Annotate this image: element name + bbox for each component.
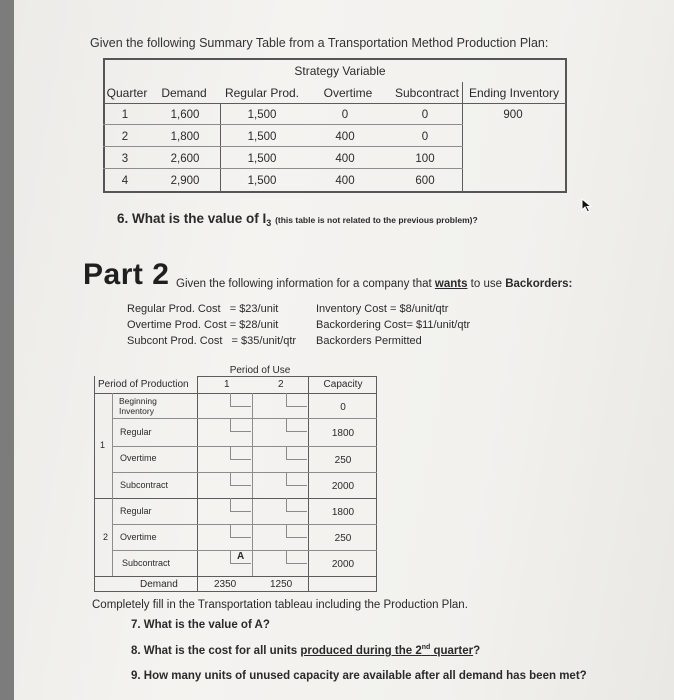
page: Given the following Summary Table from a Transportation Method Production Plan: Strategy Variable Quarter Demand Regular Prod. Overtime Subcontract Ending Inventory 1 1,600 1,500 0 0 900 2 1,800 1,500 400 0 3 2,600 1,500 400 100 4 2,900 1,500 400 600 6. What is the value of $I_3$ (this table is not related to the previous problem)? Part 2 Given the following information for a company that wants to use Backorders: Regular Prod. Cost = $23/unit Overtime Prod. Cost = $28/unit Subcont Prod. Cost = $35/unit/qtr Inventory Cost = $8/unit/qtr Backordering Cost= $11/unit/qtr Backorders Permitted Period of Use 1 2 Period of Production Capacity Beginning Inventory 0 1 Regular 1800 Overtime 250 Subcontract 2000 Regular 1800 2 Overtime 250 Subcontract 2000 A Demand 2350 1250 Completely fill in the Transportation tableau including the Production Plan. 7. What is the value of A? 8. What is the cost for all units produced during the 2nd quarter? 9. How many units of unused capacity are available after all demand has been met? [0, 0, 674, 700]
row-label: Subcontract [122, 558, 171, 568]
capacity-value: 2000 [331, 481, 355, 492]
part2-title: Part 2 [83, 258, 170, 291]
col-overtime: Overtime [323, 86, 373, 100]
production-period-1: 1 [100, 440, 106, 450]
cost-box [230, 393, 251, 407]
cost-box [230, 418, 251, 432]
demand-period-1: 2350 [214, 579, 237, 590]
capacity-value: 0 [340, 402, 346, 413]
capacity-value: 2000 [331, 559, 355, 570]
cost-box [230, 446, 251, 460]
cost-box [286, 472, 307, 486]
use-period-2: 2 [278, 379, 284, 390]
summary-header-rule [103, 103, 567, 104]
production-period-2: 2 [103, 532, 109, 542]
question-6: 6. What is the value of $I_3$ (this table is not related to the previous problem)? [117, 211, 478, 228]
capacity-value: 250 [334, 455, 352, 466]
col-subcontract: Subcontract [394, 86, 460, 100]
instruction-text: Completely fill in the Transportation tableau including the Production Plan. [92, 599, 468, 611]
cell-a-marker: A [237, 551, 245, 562]
cost-inventory: Inventory Cost = $8/unit/qtr [316, 303, 449, 315]
beginning-inventory-label: Beginning Inventory [119, 396, 157, 416]
col-quarter: Quarter [106, 86, 148, 100]
mouse-cursor-icon [581, 198, 595, 214]
cost-box [286, 524, 307, 538]
period-of-use-header: Period of Use [229, 365, 291, 376]
capacity-header: Capacity [323, 379, 363, 390]
cost-box [286, 446, 307, 460]
capacity-value: 1800 [331, 507, 355, 518]
demand-label: Demand [140, 579, 178, 590]
period-of-production-header: Period of Production [98, 379, 189, 390]
row-label: Overtime [120, 532, 157, 542]
part2-intro: Given the following information for a company that wants to use Backorders: [176, 278, 573, 290]
cost-box [286, 418, 307, 432]
summary-intro: Given the following Summary Table from a Transportation Method Production Plan: [90, 36, 549, 50]
col-regular-prod: Regular Prod. [224, 86, 300, 100]
question-7: 7. What is the value of A? [131, 619, 270, 631]
question-8: 8. What is the cost for all units produced during the 2nd quarter? [131, 644, 481, 657]
cost-box [230, 472, 251, 486]
row-label: Overtime [120, 453, 157, 463]
cost-box [286, 550, 307, 564]
cost-overtime: Overtime Prod. Cost = $28/unit [127, 319, 279, 331]
capacity-value: 1800 [331, 428, 355, 439]
col-ending-inventory: Ending Inventory [468, 86, 560, 100]
cost-subcont: Subcont Prod. Cost = $35/unit/qtr [127, 335, 297, 347]
row-label: Subcontract [120, 480, 169, 490]
row-label: Regular [120, 506, 152, 516]
use-period-1: 1 [224, 379, 230, 390]
demand-period-2: 1250 [270, 579, 293, 590]
cost-box [286, 498, 307, 512]
cost-box [230, 524, 251, 538]
cost-backordering: Backordering Cost= $11/unit/qtr [316, 319, 471, 331]
summary-table [103, 58, 567, 193]
cost-regular: Regular Prod. Cost = $23/unit [127, 303, 279, 315]
strategy-variable-header: Strategy Variable [294, 64, 386, 78]
row-label: Regular [120, 427, 152, 437]
capacity-value: 250 [334, 533, 352, 544]
cost-box [230, 498, 251, 512]
cost-box [286, 393, 307, 407]
backorders-permitted: Backorders Permitted [316, 335, 422, 347]
col-demand: Demand [161, 86, 207, 100]
question-9: 9. How many units of unused capacity are available after all demand has been met? [131, 670, 587, 682]
